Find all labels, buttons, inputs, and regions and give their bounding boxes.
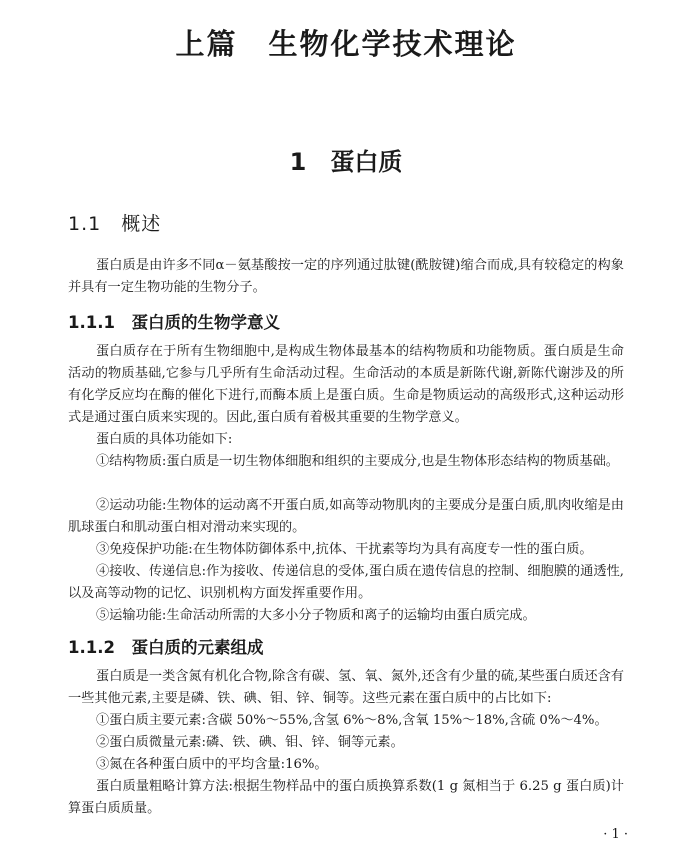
paragraph-significance: 蛋白质存在于所有生物细胞中,是构成生物体最基本的结构物质和功能物质。蛋白质是生命活动的物质基础,它参与几乎所有生命活动过程。生命活动的本质是新陈代谢,新陈代谢涉及的所有化学反应均在酶的催化下进行,而酶本质上是蛋白质。生命是物质运动的高级形式,这种运动形式是通过蛋白质来实现的。因此,蛋白质有着极其重要的生物学意义。 — [68, 344, 624, 425]
section-heading-1-1: 1.1 概述 — [68, 213, 162, 235]
section-heading-1-1-1: 1.1.1 蛋白质的生物学意义 — [68, 313, 280, 332]
paragraph-functions-intro: 蛋白质的具体功能如下: — [96, 432, 233, 447]
page-number: · 1 · — [603, 827, 628, 842]
function-item: ③免疫保护功能:在生物体防御体系中,抗体、干扰素等均为具有高度专一性的蛋白质。 — [96, 542, 593, 557]
function-item: ④接收、传递信息:作为接收、传递信息的受体,蛋白质在遗传信息的控制、细胞膜的通透性,以及高等动物的记忆、识别机构方面发挥重要作用。 — [68, 564, 624, 601]
element-item: ①蛋白质主要元素:含碳 50%～55%,含氢 6%～8%,含氧 15%～18%,含硫 0%～4%。 — [96, 713, 608, 728]
part-title: 上篇 生物化学技术理论 — [175, 27, 517, 61]
function-item: ⑤运输功能:生命活动所需的大多小分子物质和离子的运输均由蛋白质完成。 — [96, 608, 536, 623]
section-heading-1-1-2: 1.1.2 蛋白质的元素组成 — [68, 638, 264, 657]
paragraph-estimation: 蛋白质量粗略计算方法:根据生物样品中的蛋白质换算系数(1 g 氮相当于 6.25 g 蛋白质)计算蛋白质质量。 — [68, 779, 624, 816]
chapter-title: 1 蛋白质 — [289, 148, 403, 176]
paragraph-elements: 蛋白质是一类含氮有机化合物,除含有碳、氢、氧、氮外,还含有少量的硫,某些蛋白质还含有一些其他元素,主要是磷、铁、碘、钼、锌、铜等。这些元素在蛋白质中的占比如下: — [68, 669, 624, 706]
element-item: ③氮在各种蛋白质中的平均含量:16%。 — [96, 757, 328, 772]
function-item: ②运动功能:生物体的运动离不开蛋白质,如高等动物肌肉的主要成分是蛋白质,肌肉收缩是由肌球蛋白和肌动蛋白相对滑动来实现的。 — [68, 498, 624, 535]
paragraph-definition: 蛋白质是由许多不同α－氨基酸按一定的序列通过肽键(酰胺键)缩合而成,具有较稳定的构象并具有一定生物功能的生物分子。 — [68, 258, 624, 295]
element-item: ②蛋白质微量元素:磷、铁、碘、钼、锌、铜等元素。 — [96, 735, 404, 750]
function-item: ①结构物质:蛋白质是一切生物体细胞和组织的主要成分,也是生物体形态结构的物质基础。 — [96, 454, 619, 469]
